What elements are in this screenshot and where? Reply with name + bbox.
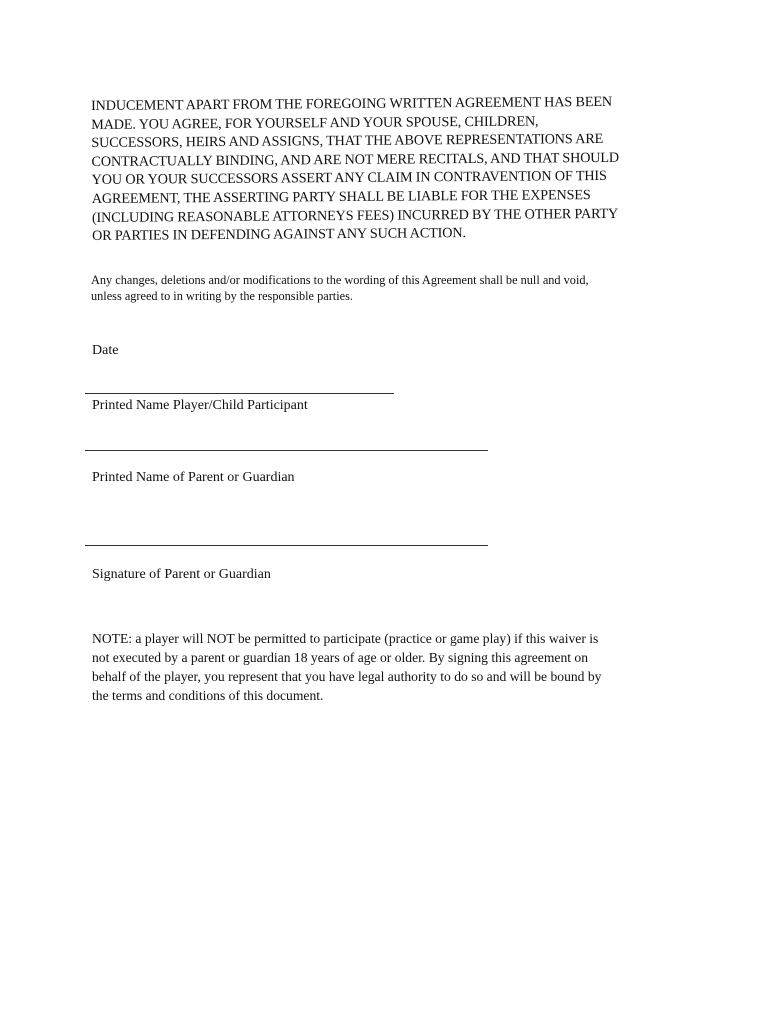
date-label: Date [92,343,119,358]
agreement-caps-paragraph [91,92,672,245]
agreement-line: CONTRACTUALLY BINDING, AND ARE NOT MERE RECITALS, AND THAT SHOULD [91,149,620,170]
player-name-line[interactable] [85,393,394,394]
agreement-line: INDUCEMENT APART FROM THE FOREGOING WRITTEN AGREEMENT HAS BEEN [91,93,612,114]
parent-name-label: Printed Name of Parent or Guardian [92,470,295,485]
note-line: behalf of the player, you represent that you have legal authority to do so and will be bound by [92,669,602,684]
parent-signature-label: Signature of Parent or Guardian [92,567,271,582]
modifications-clause [91,273,691,304]
player-name-label: Printed Name Player/Child Participant [92,398,308,413]
note-paragraph [92,629,692,705]
agreement-line: AGREEMENT, THE ASSERTING PARTY SHALL BE LIABLE FOR THE EXPENSES [91,187,591,207]
parent-signature-line[interactable] [85,545,488,546]
note-line: not executed by a parent or guardian 18 years of age or older. By signing this agreement on [92,650,589,665]
parent-name-line[interactable] [85,450,488,451]
clause-line: Any changes, deletions and/or modifications to the wording of this Agreement shall be null and void, [91,273,589,287]
clause-line: unless agreed to in writing by the responsible parties. [91,288,353,303]
agreement-line: YOU OR YOUR SUCCESSORS ASSERT ANY CLAIM IN CONTRAVENTION OF THIS [91,168,607,189]
agreement-line: SUCCESSORS, HEIRS AND ASSIGNS, THAT THE ABOVE REPRESENTATIONS ARE [91,131,604,152]
agreement-line: (INCLUDING REASONABLE ATTORNEYS FEES) INCURRED BY THE OTHER PARTY [91,205,619,226]
note-line: the terms and conditions of this document. [92,688,324,703]
note-line: NOTE: a player will NOT be permitted to participate (practice or game play) if this waiver is [92,631,599,646]
agreement-line: MADE. YOU AGREE, FOR YOURSELF AND YOUR SPOUSE, CHILDREN, [91,113,539,133]
agreement-line: OR PARTIES IN DEFENDING AGAINST ANY SUCH ACTION. [92,225,466,245]
